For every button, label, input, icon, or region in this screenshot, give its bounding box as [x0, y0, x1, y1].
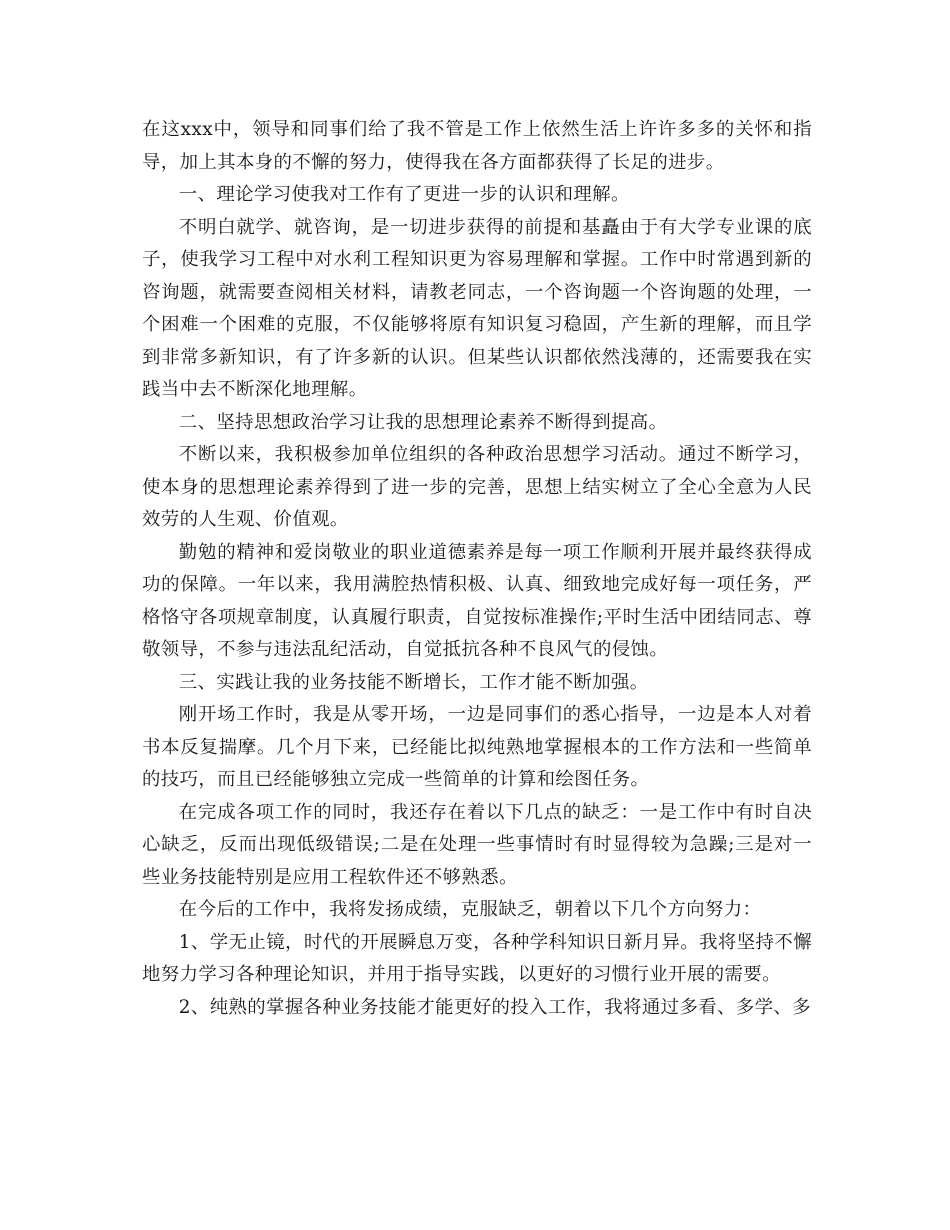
section-heading-politics: 二、坚持思想政治学习让我的思想理论素养不断得到提高。: [178, 411, 668, 433]
paragraph-theory: 不明白就学、就咨询，是一切进步获得的前提和基矗由于有大学专业课的底子，使我学习工程中对水利工程知识更为容易理解和掌握。工作中时常遇到新的咨询题，就需要查阅相关材料，请教老同志，一个咨询题一个咨询题的处理，一个困难一个困难的克服，不仅能够将原有知识复习稳固，产生新的理解，而且学到非常多新知识，有了许多新的认识。但某些认识都依然浅薄的，还需要我在实践当中去不断深化地理解。: [142, 216, 812, 400]
paragraph-future-intro: 在今后的工作中，我将发扬成绩，克服缺乏，朝着以下几个方向努力：: [178, 899, 762, 920]
paragraph-politics: 不断以来，我积极参加单位组织的各种政治思想学习活动。通过不断学习，使本身的思想理论素养得到了进一步的完善，思想上结实树立了全心全意为人民效劳的人生观、价值观。: [142, 444, 812, 530]
paragraph-practice: 刚开场工作时，我是从零开场，一边是同事们的悉心指导，一边是本人对着书本反复揣摩。几个月下来，已经能比拟纯熟地掌握根本的工作方法和一些简单的技巧，而且已经能够独立完成一些简单的计算和绘图任务。: [142, 704, 812, 790]
list-item-1: 1、学无止镜，时代的开展瞬息万变，各种学科知识日新月异。我将坚持不懈地努力学习各种理论知识，并用于指导实践，以更好的习惯行业开展的需要。: [142, 931, 812, 985]
section-heading-theory: 一、理论学习使我对工作有了更进一步的认识和理解。: [178, 184, 630, 205]
paragraph-intro: 在这xxx中，领导和同事们给了我不管是工作上依然生活上许许多多的关怀和指导，加上其本身的不懈的努力，使得我在各方面都获得了长足的进步。: [142, 119, 812, 173]
document-body: [142, 114, 812, 1024]
paragraph-shortcomings: 在完成各项工作的同时，我还存在着以下几点的缺乏：一是工作中有时自决心缺乏，反而出现低级错误;二是在处理一些事情时有时显得较为急躁;三是对一些业务技能特别是应用工程软件还不够熟悉。: [142, 801, 812, 888]
section-heading-practice: 三、实践让我的业务技能不断增长，工作才能不断加强。: [178, 671, 649, 693]
paragraph-ethics: 勤勉的精神和爱岗敬业的职业道德素养是每一项工作顺利开展并最终获得成功的保障。一年以来，我用满腔热情积极、认真、细致地完成好每一项任务，严格恪守各项规章制度，认真履行职责，自觉按标准操作;平时生活中团结同志、尊敬领导，不参与违法乱纪活动，自觉抵抗各种不良风气的侵蚀。: [142, 541, 812, 660]
list-item-2: 2、纯熟的掌握各种业务技能才能更好的投入工作，我将通过多看、多学、多: [178, 996, 811, 1018]
